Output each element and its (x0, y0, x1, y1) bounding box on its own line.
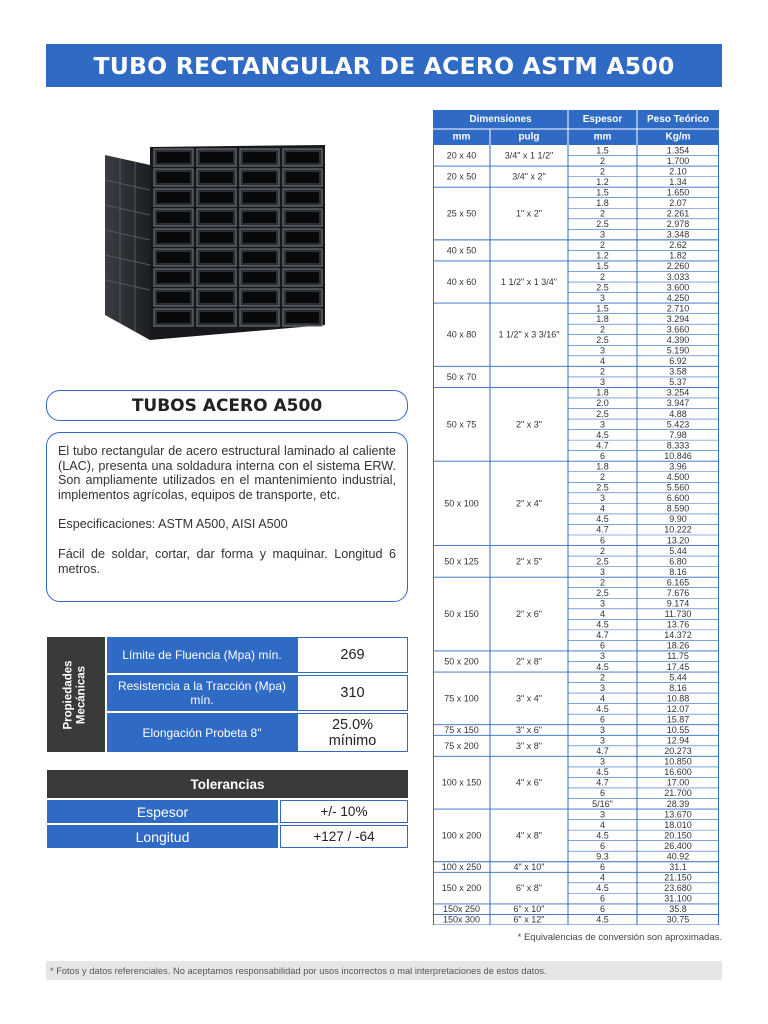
cell-thickness: 3 (599, 229, 606, 240)
tube-hollow (243, 212, 276, 223)
cell-thickness: 6 (599, 862, 606, 873)
cell-weight: 18.010 (664, 819, 692, 830)
header-unit: mm (593, 131, 612, 143)
cell-thickness: 1.8 (596, 461, 609, 472)
cell-dimension-inch: 1" x 2" (516, 208, 542, 219)
cell-thickness: 1.5 (596, 145, 609, 156)
cell-thickness: 6 (599, 840, 606, 851)
tolerance-label: Espesor (47, 800, 278, 823)
property-label: Elongación Probeta 8" (107, 713, 297, 752)
header-unit: Kg/m (665, 131, 691, 143)
cell-weight: 5.44 (669, 672, 687, 683)
cell-dimension-mm: 50 x 150 (444, 609, 479, 620)
cell-weight: 13.76 (666, 619, 690, 630)
cell-thickness: 2 (599, 166, 606, 177)
cell-dimension-inch: 2" x 6" (516, 609, 542, 620)
cell-weight: 6.80 (669, 556, 687, 567)
cell-weight: 2.710 (666, 303, 690, 314)
cell-weight: 3.600 (666, 282, 690, 293)
cell-thickness: 2.5 (596, 335, 609, 345)
cell-dimension-mm: 100 x 200 (441, 830, 482, 841)
cell-weight: 3.348 (666, 229, 690, 240)
cell-weight: 3.033 (666, 271, 690, 282)
cell-weight: 7.676 (666, 587, 690, 598)
tolerance-label: Longitud (47, 825, 278, 848)
footer-disclaimer: * Fotos y datos referenciales. No aceptamos responsabilidad por usos incorrectos o mal interpretaciones de estos datos. (46, 961, 722, 980)
cell-thickness: 3 (599, 566, 606, 577)
cell-thickness: 6 (599, 893, 606, 904)
cell-dimension-mm: 100 x 150 (441, 777, 482, 788)
cell-dimension-inch: 6" x 8" (516, 883, 542, 894)
cell-dimension-inch: 1 1/2" x 1 3/4" (501, 277, 557, 288)
tube-hollow (157, 152, 190, 163)
cell-weight: 28.39 (666, 798, 690, 809)
tube-hollow (243, 272, 276, 283)
tube-hollow (286, 212, 319, 223)
cell-thickness: 3 (599, 598, 606, 609)
cell-thickness: 4.5 (596, 619, 609, 630)
cell-thickness: 3 (599, 419, 606, 430)
header-dimensions: Dimensiones (469, 114, 532, 125)
tube-hollow (200, 312, 233, 323)
cell-dimension-mm: 150 x 200 (441, 883, 482, 894)
features-text: Fácil de soldar, cortar, dar forma y maquinar. Longitud 6 metros. (58, 546, 396, 576)
cell-thickness: 2.5 (596, 556, 609, 567)
cell-weight: 5.37 (669, 377, 687, 388)
cell-weight: 3.660 (666, 324, 690, 335)
cell-dimension-inch: 3/4" x 2" (512, 171, 546, 182)
tube-hollow (200, 232, 233, 243)
cell-thickness: 4.7 (596, 777, 609, 788)
cell-weight: 12.07 (666, 703, 690, 714)
cell-thickness: 2 (599, 155, 606, 166)
tube-hollow (200, 192, 233, 203)
cell-weight: 10.55 (666, 725, 690, 735)
cell-dimension-mm: 50 x 100 (444, 498, 479, 509)
cell-thickness: 2.5 (596, 219, 609, 230)
cell-thickness: 1.8 (596, 197, 609, 208)
cell-weight: 1.700 (666, 155, 690, 166)
cell-thickness: 4.5 (596, 883, 609, 894)
cell-thickness: 6 (599, 904, 606, 915)
page-title: TUBO RECTANGULAR DE ACERO ASTM A500 (46, 44, 722, 87)
cell-weight: 8.16 (669, 566, 687, 577)
cell-weight: 1.34 (669, 176, 687, 187)
cell-weight: 8.590 (666, 503, 690, 514)
tube-hollow (286, 312, 319, 323)
tube-hollow (157, 232, 190, 243)
cell-thickness: 4.7 (596, 440, 609, 451)
cell-thickness: 2.5 (596, 408, 609, 419)
cell-weight: 31.100 (664, 893, 692, 904)
cell-weight: 1.650 (666, 187, 690, 198)
cell-thickness: 3 (599, 345, 606, 356)
header-weight: Peso Teórico (646, 114, 710, 125)
cell-dimension-mm: 40 x 80 (446, 329, 477, 340)
cell-thickness: 3 (599, 292, 606, 303)
cell-weight: 11.730 (664, 609, 692, 620)
tolerance-row-thickness (47, 800, 408, 823)
cell-weight: 16.600 (664, 767, 692, 778)
header-unit: mm (452, 131, 471, 143)
cell-weight: 10.88 (666, 693, 690, 704)
cell-thickness: 2 (599, 240, 606, 251)
cell-weight: 9.174 (666, 598, 690, 609)
cell-thickness: 6 (599, 714, 606, 725)
tube-hollow (200, 212, 233, 223)
cell-weight: 4.500 (666, 472, 690, 483)
cell-weight: 18.26 (666, 640, 690, 651)
cell-weight: 5.190 (666, 345, 690, 356)
tolerances-table (47, 770, 408, 848)
tube-hollow (200, 252, 233, 263)
mechanical-properties (47, 637, 408, 752)
cell-thickness: 4 (599, 356, 606, 367)
cell-weight: 3.254 (666, 387, 690, 398)
cell-weight: 3.96 (669, 461, 687, 472)
cell-weight: 3.294 (666, 313, 690, 324)
cell-dimension-inch: 2" x 8" (516, 656, 542, 667)
cell-thickness: 2 (599, 577, 606, 588)
cell-weight: 10.846 (664, 450, 692, 461)
cell-dimension-mm: 150x 300 (442, 914, 481, 925)
tube-hollow (157, 252, 190, 263)
cell-thickness: 2 (599, 672, 606, 683)
property-value: 310 (297, 675, 408, 711)
cell-thickness: 1.5 (596, 303, 609, 314)
cell-weight: 40.92 (666, 851, 690, 862)
header-unit: pulg (518, 131, 540, 143)
cell-thickness: 4 (599, 693, 606, 704)
cell-weight: 8.333 (666, 440, 690, 451)
cell-dimension-mm: 40 x 60 (446, 277, 477, 288)
tube-hollow (243, 192, 276, 203)
cell-weight: 23.680 (664, 883, 692, 894)
cell-thickness: 1.5 (596, 261, 609, 272)
cell-weight: 2.261 (666, 208, 690, 219)
tube-hollow (200, 272, 233, 283)
cell-thickness: 2.5 (596, 587, 609, 598)
tube-hollow (243, 152, 276, 163)
cell-thickness: 4 (599, 503, 606, 514)
tube-hollow (243, 312, 276, 323)
cell-weight: 3.58 (669, 366, 687, 377)
cell-thickness: 6 (599, 450, 606, 461)
cell-weight: 21.150 (664, 872, 692, 883)
cell-thickness: 4.5 (596, 661, 609, 672)
cell-thickness: 1.8 (596, 387, 609, 398)
cell-dimension-inch: 4" x 6" (516, 777, 542, 788)
cell-dimension-mm: 100 x 250 (441, 862, 482, 873)
tube-hollow (157, 312, 190, 323)
cell-thickness: 3 (599, 809, 606, 820)
tolerance-value: +127 / -64 (280, 825, 408, 848)
cell-thickness: 2.5 (596, 482, 609, 493)
cell-weight: 12.94 (666, 735, 690, 746)
description-box (46, 432, 408, 602)
cell-thickness: 1.2 (596, 250, 609, 261)
cell-thickness: 4 (599, 609, 606, 620)
cell-dimension-mm: 75 x 150 (444, 725, 479, 735)
cell-thickness: 3 (599, 735, 606, 746)
cell-weight: 20.273 (664, 746, 692, 757)
cell-thickness: 2.5 (596, 282, 609, 293)
cell-dimension-inch: 4" x 10" (513, 862, 545, 873)
cell-weight: 17.00 (666, 777, 690, 788)
tube-hollow (157, 272, 190, 283)
cell-weight: 21.700 (664, 788, 692, 799)
cell-dimension-mm: 25 x 50 (446, 208, 477, 219)
tube-hollow (243, 252, 276, 263)
tolerances-header: Tolerancias (47, 770, 408, 798)
cell-weight: 6.600 (666, 493, 690, 504)
cell-thickness: 4.5 (596, 703, 609, 714)
cell-dimension-inch: 4" x 8" (516, 830, 542, 841)
cell-thickness: 1.5 (596, 187, 609, 198)
cell-weight: 11.75 (667, 651, 689, 662)
tube-hollow (286, 252, 319, 263)
cell-weight: 2.10 (669, 166, 687, 177)
cell-thickness: 5/16" (592, 798, 613, 809)
cell-weight: 10.222 (664, 524, 692, 535)
cell-thickness: 2 (599, 208, 606, 219)
cell-weight: 6.92 (669, 356, 687, 367)
cell-dimension-mm: 50 x 70 (446, 371, 477, 382)
cell-dimension-inch: 3" x 4" (516, 693, 542, 704)
property-label: Resistencia a la Tracción (Mpa) mín. (107, 675, 297, 711)
cell-weight: 5.423 (666, 419, 690, 430)
cell-thickness: 6 (599, 535, 606, 546)
cell-weight: 10.850 (664, 756, 692, 767)
cell-dimension-mm: 40 x 50 (446, 245, 477, 256)
cell-weight: 35.8 (669, 904, 687, 915)
tube-hollow (286, 272, 319, 283)
cell-thickness: 2.0 (596, 398, 609, 409)
tube-hollow (243, 232, 276, 243)
cell-thickness: 2 (599, 271, 606, 282)
cell-dimension-mm: 20 x 50 (446, 171, 477, 182)
property-label: Límite de Fluencia (Mpa) mín. (107, 637, 297, 673)
specification-text: Especificaciones: ASTM A500, AISI A500 (58, 517, 288, 532)
cell-weight: 9.90 (669, 514, 687, 525)
cell-dimension-inch: 6" x 10" (513, 904, 545, 915)
tube-hollow (200, 152, 233, 163)
cell-weight: 26.400 (664, 840, 692, 851)
cell-weight: 14.372 (664, 630, 692, 641)
property-row-elongation (107, 713, 408, 752)
cell-dimension-mm: 50 x 200 (444, 656, 479, 667)
cell-dimension-mm: 75 x 200 (444, 740, 479, 751)
cell-dimension-mm: 75 x 100 (444, 693, 479, 704)
product-photo (100, 135, 335, 345)
cell-thickness: 9.3 (596, 851, 609, 862)
cell-weight: 5.44 (669, 545, 687, 556)
property-row-yield (107, 637, 408, 673)
cell-weight: 2.07 (669, 197, 687, 208)
cell-weight: 2.260 (666, 261, 690, 272)
cell-dimension-inch: 3" x 8" (516, 740, 542, 751)
cell-thickness: 4.7 (596, 524, 609, 535)
cell-dimension-inch: 3" x 6" (516, 725, 542, 735)
cell-thickness: 3 (599, 682, 606, 693)
cell-dimension-inch: 3/4" x 1 1/2" (504, 150, 554, 161)
tube-hollow (157, 192, 190, 203)
cell-thickness: 4.5 (596, 830, 609, 841)
tube-hollow (157, 292, 190, 303)
cell-weight: 7.98 (669, 429, 687, 440)
cell-dimension-inch: 2" x 3" (516, 419, 542, 430)
cell-weight: 6.165 (666, 577, 690, 588)
cell-dimension-inch: 6" x 12" (513, 914, 545, 925)
cell-thickness: 4.7 (596, 746, 609, 757)
cell-weight: 13.670 (664, 809, 692, 820)
cell-thickness: 4.7 (596, 630, 609, 641)
tube-hollow (286, 292, 319, 303)
cell-dimension-inch: 1 1/2" x 3 3/16" (498, 329, 560, 340)
cell-dimension-mm: 50 x 125 (444, 556, 479, 567)
tube-hollow (243, 172, 276, 183)
cell-weight: 30.75 (666, 914, 690, 925)
cell-thickness: 4.5 (596, 914, 609, 925)
cell-thickness: 1.2 (596, 176, 609, 187)
header-thickness: Espesor (582, 114, 623, 125)
cell-thickness: 4.5 (596, 429, 609, 440)
cell-weight: 3.947 (666, 398, 690, 409)
tube-hollow (200, 172, 233, 183)
cell-weight: 5.560 (666, 482, 690, 493)
properties-side-label: Propiedades Mecánicas (47, 637, 105, 752)
cell-weight: 1.82 (669, 250, 687, 261)
cell-thickness: 4 (599, 819, 606, 830)
cell-thickness: 4.5 (596, 767, 609, 778)
cell-thickness: 4 (599, 872, 606, 883)
cell-thickness: 3 (599, 493, 606, 504)
cell-thickness: 3 (599, 651, 606, 662)
tube-hollow (286, 192, 319, 203)
cell-thickness: 2 (599, 472, 606, 483)
property-value: 25.0% mínimo (297, 713, 408, 752)
tube-hollow (286, 232, 319, 243)
cell-thickness: 2 (599, 324, 606, 335)
cell-weight: 4.250 (666, 292, 690, 303)
tube-hollow (157, 172, 190, 183)
tube-hollow (243, 292, 276, 303)
description-text: El tubo rectangular de acero estructural laminado al caliente (LAC), presenta una soldadura interna con el sistema ERW. Son ampliamente utilizados en el mantenimiento industrial, implementos agrícolas, equipos de transporte, etc. (58, 444, 396, 502)
cell-weight: 20.150 (664, 830, 692, 841)
cell-thickness: 3 (599, 377, 606, 388)
cell-weight: 2.978 (666, 219, 690, 230)
cell-weight: 31.1 (669, 862, 687, 873)
cell-weight: 1.354 (666, 145, 690, 156)
cell-weight: 13.20 (666, 535, 690, 546)
cell-thickness: 3 (599, 756, 606, 767)
cell-thickness: 2 (599, 366, 606, 377)
cell-thickness: 1.8 (596, 313, 609, 324)
cell-weight: 17.45 (666, 661, 690, 672)
cell-dimension-inch: 2" x 5" (516, 556, 542, 567)
cell-weight: 2.62 (669, 240, 687, 251)
cell-thickness: 2 (599, 545, 606, 556)
tolerance-row-length (47, 825, 408, 848)
cell-weight: 8.16 (669, 682, 687, 693)
tube-hollow (157, 212, 190, 223)
cell-thickness: 3 (599, 725, 606, 735)
cell-weight: 4.88 (669, 408, 687, 419)
cell-weight: 4.390 (666, 335, 690, 345)
cell-dimension-mm: 20 x 40 (446, 150, 477, 161)
property-row-tensile (107, 675, 408, 711)
conversion-note: * Equivalencias de conversión son aproximadas. (517, 932, 722, 943)
tube-hollow (200, 292, 233, 303)
tube-hollow (286, 172, 319, 183)
cell-thickness: 6 (599, 788, 606, 799)
property-value: 269 (297, 637, 408, 673)
cell-dimension-mm: 150x 250 (442, 904, 481, 915)
cell-dimension-mm: 50 x 75 (446, 419, 477, 430)
cell-thickness: 6 (599, 640, 606, 651)
cell-dimension-inch: 2" x 4" (516, 498, 542, 509)
spec-table (433, 110, 719, 925)
cell-thickness: 4.5 (596, 514, 609, 525)
product-subtitle: TUBOS ACERO A500 (46, 390, 408, 421)
cell-weight: 15.87 (666, 714, 690, 725)
tolerance-value: +/- 10% (280, 800, 408, 823)
tube-hollow (286, 152, 319, 163)
